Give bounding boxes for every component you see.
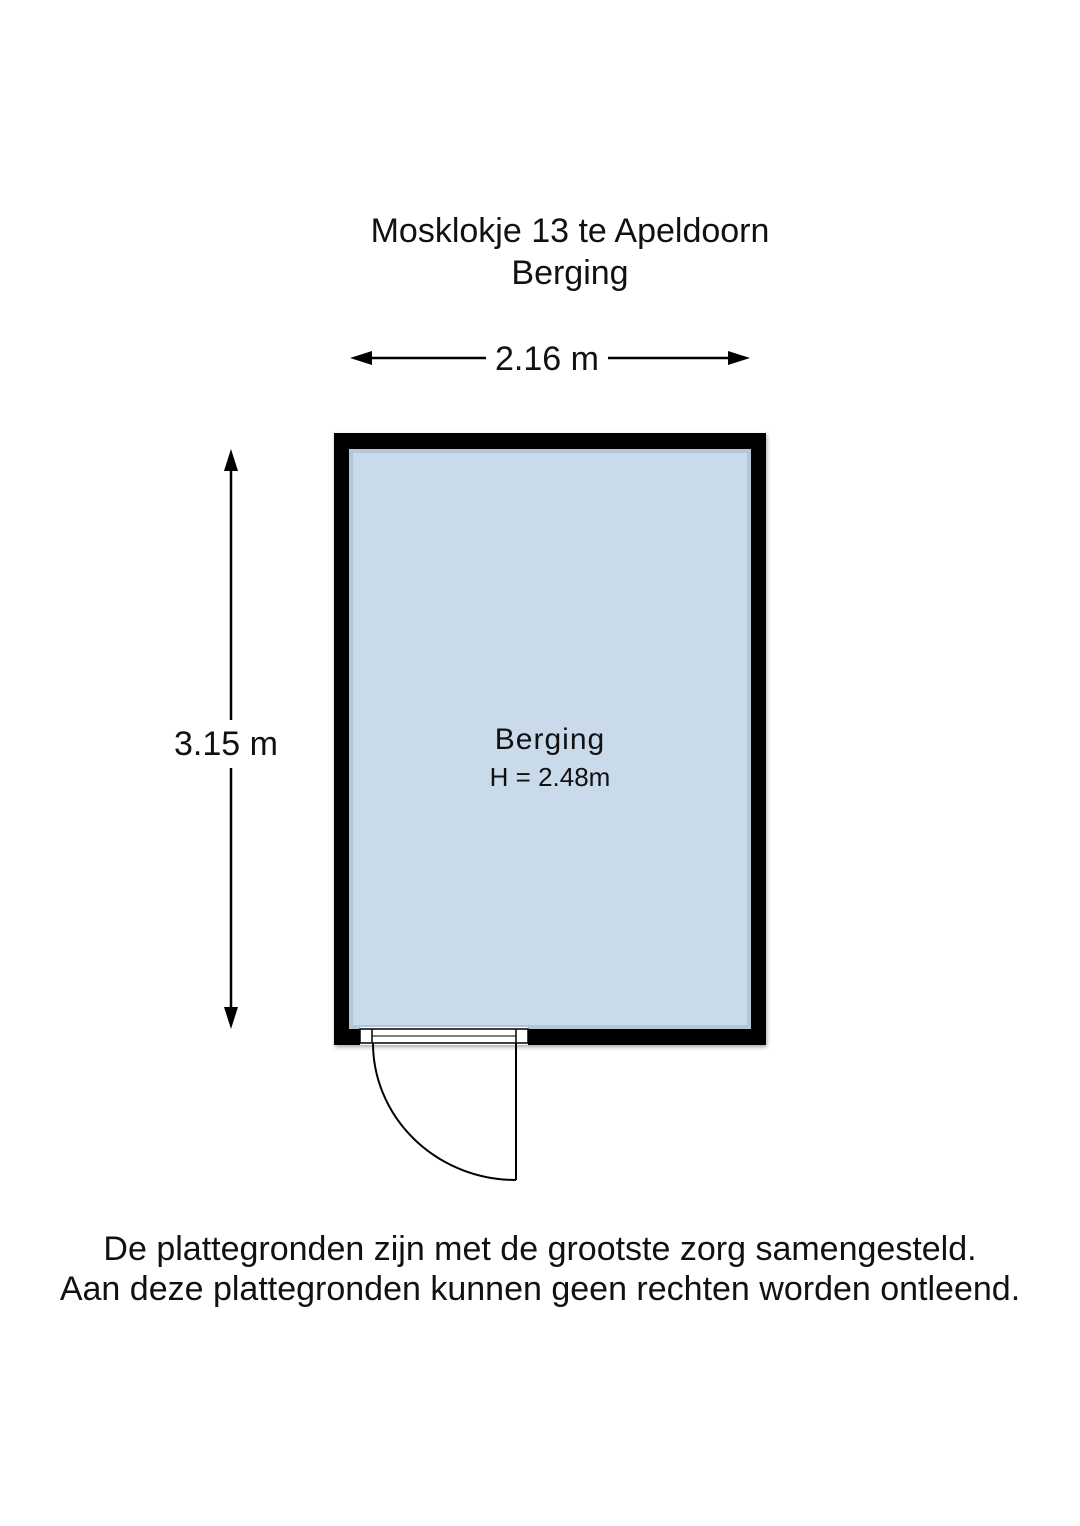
disclaimer-line-2: Aan deze plattegronden kunnen geen rechten worden ontleend. [59, 1270, 1021, 1308]
plan-title-address: Mosklokje 13 te Apeldoorn [370, 212, 770, 250]
room-height-label: H = 2.48m [489, 762, 611, 792]
room-name-label: Berging [494, 723, 606, 756]
length-dimension-label: 3.15 m [172, 720, 280, 768]
door [360, 1027, 528, 1180]
width-dimension-label: 2.16 m [486, 339, 608, 379]
disclaimer-line-1: De plattegronden zijn met de grootste zorg samengesteld. [103, 1230, 977, 1268]
plan-title-floor: Berging [511, 254, 629, 292]
